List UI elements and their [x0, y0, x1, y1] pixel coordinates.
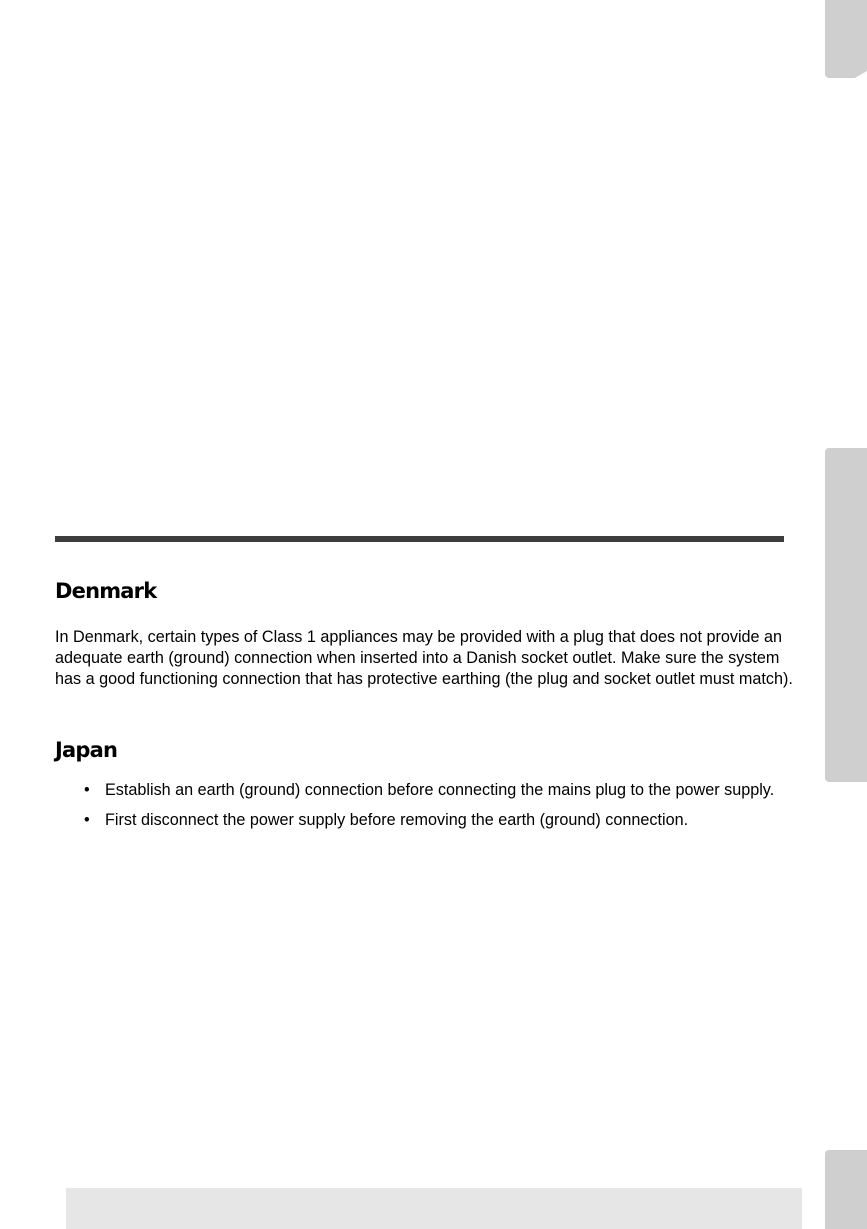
- bullet-text: First disconnect the power supply before removing the earth (ground) connection.: [105, 811, 689, 829]
- list-item: [84, 778, 794, 802]
- edge-tab-bottom: [825, 1150, 867, 1229]
- denmark-heading: Denmark: [55, 579, 157, 603]
- list-item: [84, 808, 794, 832]
- denmark-paragraph: In Denmark, certain types of Class 1 appliances may be provided with a plug that does not provide an adequate earth (ground) connection when inserted into a Danish socket outlet. Make sure the system has a good functioning connection that has protective earthing (the plug and socket outlet must match).: [55, 628, 793, 688]
- japan-heading: Japan: [55, 738, 118, 762]
- bullet-icon: •: [84, 781, 90, 799]
- footer-bar: [66, 1188, 802, 1229]
- section-divider: [55, 536, 784, 542]
- bullet-icon: •: [84, 811, 90, 829]
- edge-tab-top: [825, 0, 867, 78]
- edge-tab-middle: [825, 448, 867, 782]
- bullet-text: Establish an earth (ground) connection before connecting the mains plug to the power supply.: [105, 781, 775, 799]
- japan-bullet-list: [84, 778, 794, 838]
